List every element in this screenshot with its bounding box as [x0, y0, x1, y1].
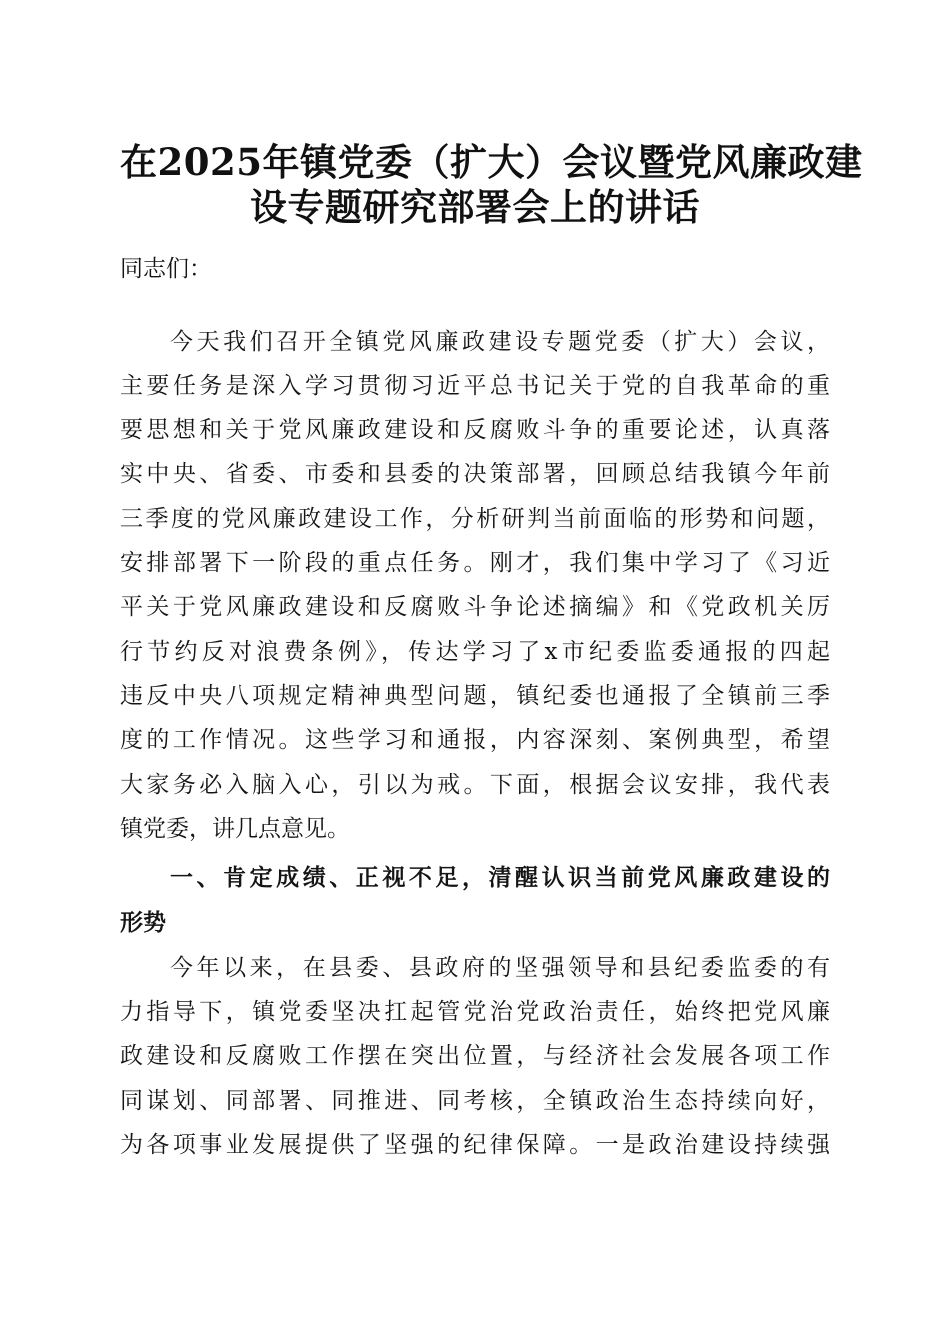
paragraph-1-line: 要思想和关于党风廉政建设和反腐败斗争的重要论述，认真落 — [120, 417, 830, 443]
paragraph-1-line: 主要任务是深入学习贯彻习近平总书记关于党的自我革命的重 — [120, 373, 830, 399]
paragraph-1-line: 度的工作情况。这些学习和通报，内容深刻、案例典型，希望 — [120, 727, 830, 753]
paragraph-2-line: 同谋划、同部署、同推进、同考核，全镇政治生态持续向好， — [120, 1088, 830, 1114]
paragraph-1-line: 平关于党风廉政建设和反腐败斗争论述摘编》和《党政机关厉 — [120, 594, 830, 620]
paragraph-2-line: 今年以来，在县委、县政府的坚强领导和县纪委监委的有 — [170, 955, 830, 981]
paragraph-1-line: 三季度的党风廉政建设工作，分析研判当前面临的形势和问题， — [120, 506, 830, 532]
paragraph-2-line: 力指导下，镇党委坚决扛起管党治党政治责任，始终把党风廉 — [120, 999, 830, 1025]
paragraph-1-line: 大家务必入脑入心，引以为戒。下面，根据会议安排，我代表 — [120, 772, 830, 798]
paragraph-2-line: 政建设和反腐败工作摆在突出位置，与经济社会发展各项工作 — [120, 1043, 830, 1069]
paragraph-1-line: 违反中央八项规定精神典型问题，镇纪委也通报了全镇前三季 — [120, 683, 830, 709]
document-title-line-1: 在2025年镇党委（扩大）会议暨党风廉政建 — [120, 140, 863, 184]
paragraph-1-line: 今天我们召开全镇党风廉政建设专题党委（扩大）会议， — [170, 329, 830, 355]
document-title-line-2: 设专题研究部署会上的讲话 — [250, 185, 700, 229]
section-heading-1-line: 一、肯定成绩、正视不足，清醒认识当前党风廉政建设的 — [170, 865, 830, 891]
section-heading-1-line: 形势 — [120, 910, 166, 936]
paragraph-1-line: 安排部署下一阶段的重点任务。刚才，我们集中学习了《习近 — [120, 550, 830, 576]
salutation: 同志们： — [120, 256, 212, 282]
paragraph-1-line: 行节约反对浪费条例》，传达学习了x市纪委监委通报的四起 — [120, 639, 830, 665]
paragraph-1-line: 镇党委，讲几点意见。 — [120, 816, 350, 842]
paragraph-1-line: 实中央、省委、市委和县委的决策部署，回顾总结我镇今年前 — [120, 461, 830, 487]
paragraph-2-line: 为各项事业发展提供了坚强的纪律保障。一是政治建设持续强 — [120, 1132, 830, 1158]
